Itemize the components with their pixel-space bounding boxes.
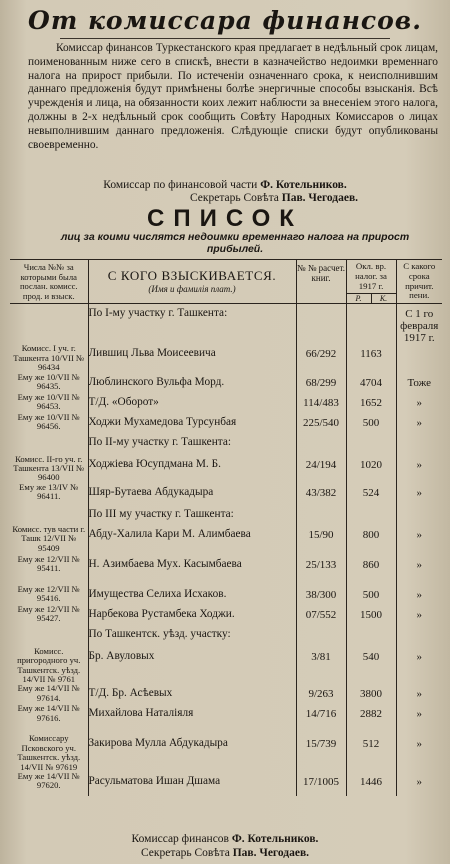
tax-amount: 540 bbox=[346, 647, 396, 685]
signature-name: Ф. Котельников. bbox=[231, 833, 319, 845]
tax-amount: 1652 bbox=[346, 393, 396, 413]
penalty-date: » bbox=[396, 585, 442, 605]
tax-amount: 512 bbox=[346, 734, 396, 772]
book-number: 17/1005 bbox=[296, 772, 346, 796]
tax-amount: 800 bbox=[346, 525, 396, 555]
penalty-date: » bbox=[396, 455, 442, 483]
table-row bbox=[10, 684, 442, 704]
penalty-date bbox=[396, 625, 442, 647]
row-notice-ref: Ему же 14/VII № 97614. bbox=[17, 683, 80, 703]
book-number: 66/292 bbox=[296, 344, 346, 372]
payer-name: Бр. Авуловых bbox=[88, 647, 296, 685]
col-header-payer: С КОГО ВЗЫСКИВАЕТСЯ. (Имя и фамилія плат.) bbox=[88, 260, 296, 304]
row-notice-ref: Комисс. тув части г. Ташк 12/VII № 95409 bbox=[12, 523, 86, 553]
book-number: 15/90 bbox=[296, 525, 346, 555]
row-notice-ref: Ему же 10/VII № 96456. bbox=[17, 411, 80, 432]
section-heading: По I-му участку г. Ташкента: bbox=[88, 304, 296, 345]
col-header-dates: Числа №№ за которыми была послан. комисс. прод. и взыск. bbox=[10, 260, 88, 304]
payer-name: Т/Д. «Оборот» bbox=[88, 393, 296, 413]
row-notice-ref: Ему же 10/VII № 96435. bbox=[17, 371, 80, 392]
row-notice-ref bbox=[10, 433, 88, 455]
book-number: 24/194 bbox=[296, 455, 346, 483]
payer-name: Люблинского Вульфа Морд. bbox=[88, 373, 296, 393]
tax-amount bbox=[346, 433, 396, 455]
payer-name: Ходжи Мухамедова Турсунбая bbox=[88, 413, 296, 433]
row-notice-ref: Комисс. II-го уч. г. Ташкента 13/VII № 96400 bbox=[13, 453, 85, 483]
tax-amount: 500 bbox=[346, 585, 396, 605]
tax-amount: 3800 bbox=[346, 684, 396, 704]
section-heading: По Ташкентск. уѣзд. участку: bbox=[88, 625, 296, 647]
payer-name: Лившиц Льва Моисеевича bbox=[88, 344, 296, 372]
col-header-tax: Окл. вр. налог. за 1917 г. Р. К. bbox=[346, 260, 396, 304]
section-row bbox=[10, 304, 442, 345]
penalty-date: » bbox=[396, 684, 442, 704]
table-row bbox=[10, 393, 442, 413]
book-number: 9/263 bbox=[296, 684, 346, 704]
penalty-date: » bbox=[396, 413, 442, 433]
table-row bbox=[10, 373, 442, 393]
payer-name: Закирова Мулла Абдукадыра bbox=[88, 734, 296, 772]
penalty-date: » bbox=[396, 772, 442, 796]
penalty-date: Тоже bbox=[396, 373, 442, 393]
payer-name: Ходжіева Юсупдмана М. Б. bbox=[88, 455, 296, 483]
penalty-date: » bbox=[396, 393, 442, 413]
book-number: 38/300 bbox=[296, 585, 346, 605]
book-number: 14/716 bbox=[296, 704, 346, 734]
tax-amount bbox=[346, 304, 396, 345]
penalty-date: » bbox=[396, 555, 442, 585]
table-row bbox=[10, 605, 442, 625]
signature-role: Комиссар финансов bbox=[131, 833, 232, 845]
book-number: 225/540 bbox=[296, 413, 346, 433]
signature-name: Ф. Котельников. bbox=[260, 179, 347, 191]
tax-amount: 860 bbox=[346, 555, 396, 585]
table-row bbox=[10, 555, 442, 585]
book-number: 43/382 bbox=[296, 483, 346, 505]
row-notice-ref: Ему же 12/VII № 95416. bbox=[17, 583, 80, 604]
tax-amount: 524 bbox=[346, 483, 396, 505]
tax-amount: 1446 bbox=[346, 772, 396, 796]
tax-amount: 2882 bbox=[346, 704, 396, 734]
signature-role: Секретарь Совѣта bbox=[190, 192, 282, 204]
penalty-date bbox=[396, 344, 442, 372]
row-notice-ref bbox=[10, 625, 88, 647]
book-number: 68/299 bbox=[296, 373, 346, 393]
row-notice-ref bbox=[10, 304, 88, 345]
table-row bbox=[10, 413, 442, 433]
section-row bbox=[10, 505, 442, 525]
tax-amount: 4704 bbox=[346, 373, 396, 393]
decree-text: Комиссар финансов Туркестанского края предлагает в недѣльный срок лицам, поименованным ниже сего в спискѣ, внести в казначейство недоимки временнаго налога на прирост прибыли. По истеченіи означеннаго срока, к неисполнившим даннаго предложенія будут примѣнены болѣе энергичные способы взысканія. Всѣ учрежденія и лица, на обязанности коих лежит наблюсти за внесеніем этого налога, должны в 2-х недѣльный срок сообщить Совѣту Народных Комиссаров о лицах невыполнившим даннаго предложенія. Слѣдующіе списки будут опубликованы своевременно. bbox=[28, 42, 438, 151]
book-number bbox=[296, 505, 346, 525]
table-row bbox=[10, 344, 442, 372]
row-notice-ref: Комисс. пригородного уч. Ташкентск. уѣзд. 14/VII № 9761 bbox=[17, 645, 81, 685]
penalty-date: » bbox=[396, 734, 442, 772]
tax-amount: 1500 bbox=[346, 605, 396, 625]
list-title: СПИСОК bbox=[147, 205, 303, 232]
footer-signature-secretary bbox=[0, 847, 450, 859]
table-row bbox=[10, 704, 442, 734]
penalty-date bbox=[396, 505, 442, 525]
book-number bbox=[296, 304, 346, 345]
row-notice-ref: Ему же 13/IV № 96411. bbox=[19, 481, 79, 502]
section-row bbox=[10, 433, 442, 455]
payer-name: Шяр-Бутаева Абдукадыра bbox=[88, 483, 296, 505]
tax-amount: 1020 bbox=[346, 455, 396, 483]
table-row bbox=[10, 772, 442, 796]
table-row bbox=[10, 734, 442, 772]
book-number: 15/739 bbox=[296, 734, 346, 772]
payer-name: Расульматова Ишан Дшама bbox=[88, 772, 296, 796]
signature-role: Комиссар по финансовой части bbox=[103, 179, 261, 191]
payer-name: Михайлова Наталіяля bbox=[88, 704, 296, 734]
payer-name: Абду-Халила Кари М. Алимбаева bbox=[88, 525, 296, 555]
debtors-table bbox=[10, 259, 442, 796]
book-number: 3/81 bbox=[296, 647, 346, 685]
col-header-penalty: С какого срока причит. пени. bbox=[396, 260, 442, 304]
signature-name: Пав. Чегодаев. bbox=[232, 847, 310, 859]
penalty-date: » bbox=[396, 605, 442, 625]
book-number bbox=[296, 625, 346, 647]
payer-name: Н. Азимбаева Мух. Касымбаева bbox=[88, 555, 296, 585]
table-row bbox=[10, 483, 442, 505]
row-notice-ref: Ему же 10/VII № 96453. bbox=[17, 391, 80, 412]
row-notice-ref: Ему же 14/VII № 97616. bbox=[17, 703, 80, 723]
book-number bbox=[296, 433, 346, 455]
row-notice-ref: Комисс. I уч. г. Ташкента 10/VII № 96434 bbox=[13, 343, 85, 373]
payer-name: Имущества Селиха Исхаков. bbox=[88, 585, 296, 605]
payer-name: Т/Д. Бр. Асѣевых bbox=[88, 684, 296, 704]
row-notice-ref: Ему же 12/VII № 95427. bbox=[17, 603, 80, 624]
table-row bbox=[10, 525, 442, 555]
book-number: 114/483 bbox=[296, 393, 346, 413]
col-header-book: № № расчет. книг. bbox=[296, 260, 346, 304]
table-row bbox=[10, 647, 442, 685]
penalty-date: С 1 го февраля 1917 г. bbox=[396, 304, 442, 345]
row-notice-ref bbox=[10, 505, 88, 525]
table-header-row bbox=[10, 260, 442, 304]
book-number: 07/552 bbox=[296, 605, 346, 625]
table-row bbox=[10, 585, 442, 605]
book-number: 25/133 bbox=[296, 555, 346, 585]
penalty-date: » bbox=[396, 483, 442, 505]
title-rule bbox=[60, 38, 390, 39]
tax-amount: 500 bbox=[346, 413, 396, 433]
signature-name: Пав. Чегодаев. bbox=[281, 192, 359, 204]
section-heading: По II-му участку г. Ташкента: bbox=[88, 433, 296, 455]
penalty-date: » bbox=[396, 525, 442, 555]
tax-amount: 1163 bbox=[346, 344, 396, 372]
penalty-date: » bbox=[396, 704, 442, 734]
tax-amount bbox=[346, 505, 396, 525]
signature-commissar bbox=[0, 179, 450, 191]
table-row bbox=[10, 455, 442, 483]
payer-name: Нарбекова Рустамбека Ходжи. bbox=[88, 605, 296, 625]
row-notice-ref: Ему же 12/VII № 95411. bbox=[17, 553, 80, 574]
tax-amount bbox=[346, 625, 396, 647]
signature-role: Секретарь Совѣта bbox=[140, 847, 233, 859]
penalty-date bbox=[396, 433, 442, 455]
penalty-date: » bbox=[396, 647, 442, 685]
list-subtitle: лиц за коими числятся недоимки временнаго налога на прирост прибылей. bbox=[60, 231, 410, 255]
signature-secretary bbox=[190, 192, 358, 204]
footer-signature-commissar bbox=[0, 833, 450, 845]
section-row bbox=[10, 625, 442, 647]
row-notice-ref: Ему же 14/VII № 97620. bbox=[17, 771, 80, 791]
page-title: От комиссара финансов. bbox=[28, 6, 422, 35]
row-notice-ref: Комиссару Псковского уч. Ташкентск. уѣзд. 14/VII № 97619 bbox=[17, 733, 81, 772]
section-heading: По III му участку г. Ташкента: bbox=[88, 505, 296, 525]
